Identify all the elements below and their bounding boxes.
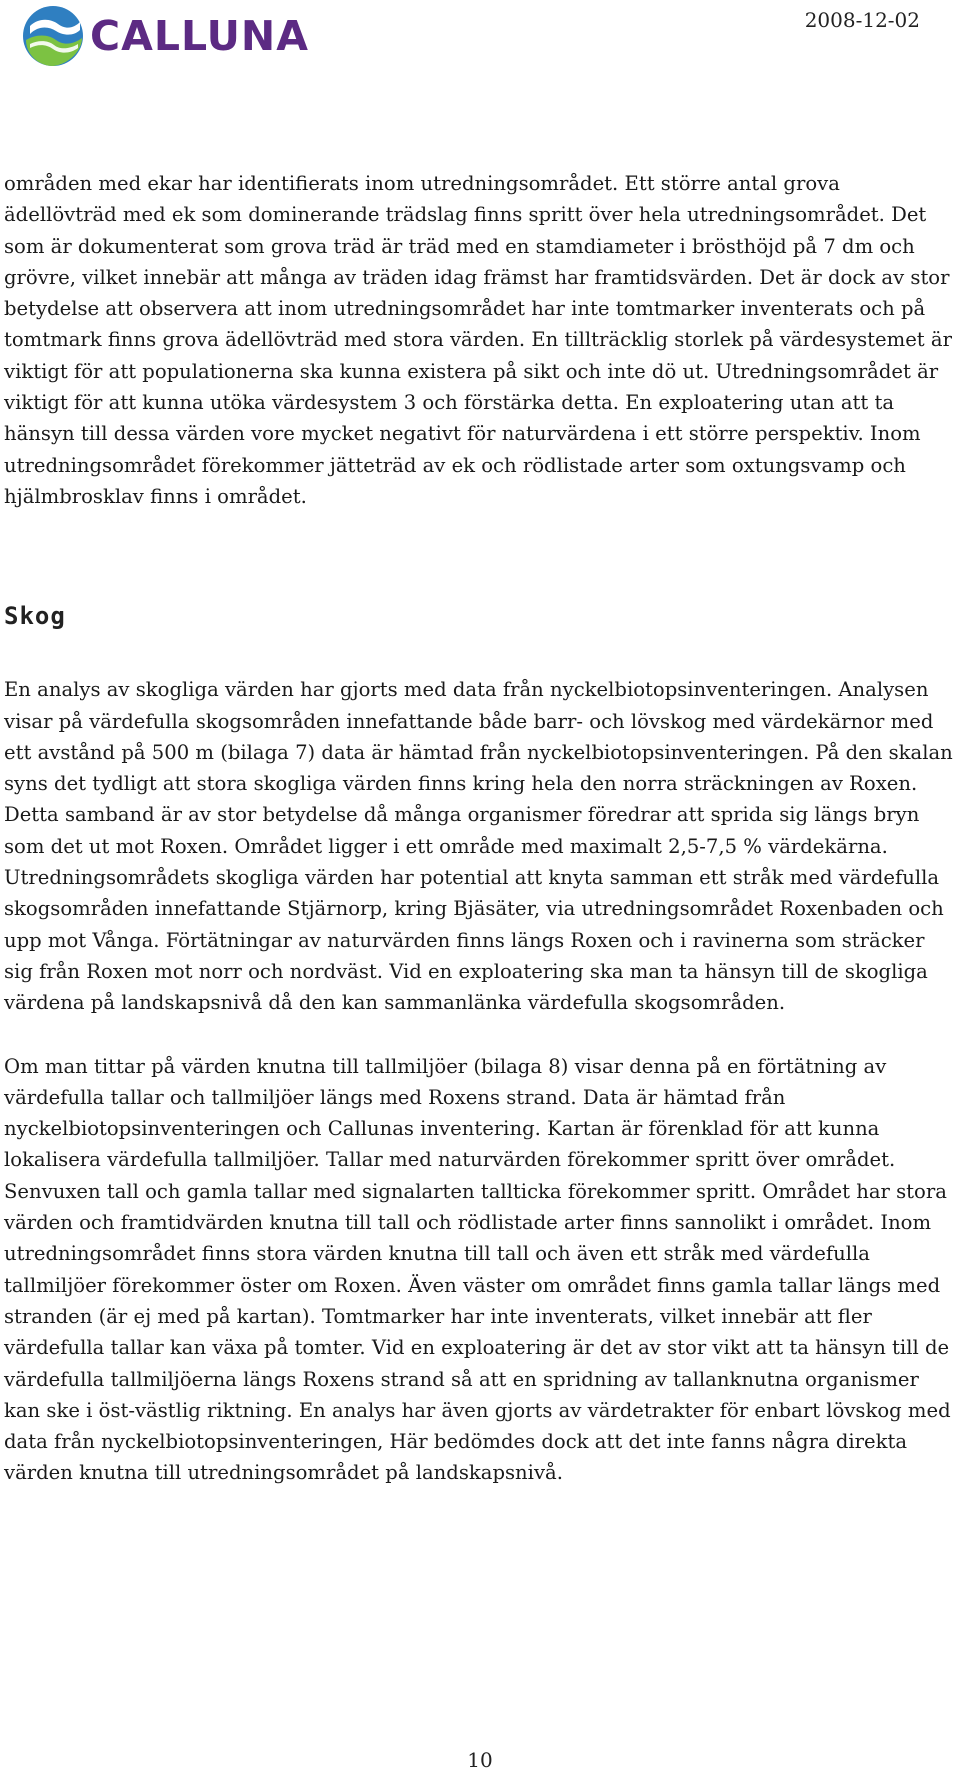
document-date: 2008-12-02 (804, 8, 920, 32)
page-number: 10 (467, 1748, 493, 1772)
calluna-logo (20, 4, 309, 68)
paragraph-tallmiljoer: Om man tittar på värden knutna till tallmiljöer (bilaga 8) visar denna på en förtätning av värdefulla tallar och tallmiljöer längs med Roxens strand. Data är hämtad från nyckelbiotopsinventeringen och Callunas inventering. Kartan är förenklad för att kunna lokalisera värdefulla tallmiljöer. Tallar med naturvärden förekommer spritt över området. Senvuxen tall och gamla tallar med signalarten tallticka förekommer spritt. Området har stora värden och framtidvärden knutna till tall och rödlistade arter finns sannolikt i området. Inom utredningsområdet finns stora värden knutna till tall och även ett stråk med värdefulla tallmiljöer förekommer öster om Roxen. Även väster om området finns gamla tallar längs med stranden (är ej med på kartan). Tomtmarker har inte inventerats, vilket innebär att fler värdefulla tallar kan växa på tomter. Vid en exploatering är det av stor vikt att ta hänsyn till de värdefulla tallmiljöerna längs Roxens strand så att en spridning av tallanknutna organismer kan ske i öst-västlig riktning. En analys har även gjorts av värdetrakter för enbart lövskog med data från nyckelbiotopsinventeringen, Här bedömdes dock att det inte fanns några direkta värden knutna till utredningsområdet på landskapsnivå. (4, 1054, 951, 1485)
document-body (4, 168, 956, 1489)
paragraph-ekar: områden med ekar har identifierats inom utredningsområdet. Ett större antal grova ädellövträd med ek som dominerande trädslag finns spritt över hela utredningsområdet. Det som är dokumenterat som grova träd är träd med en stamdiameter i brösthöjd på 7 dm och grövre, vilket innebär att många av träden idag främst har framtidsvärden. Det är dock av stor betydelse att observera att inom utredningsområdet har inte tomtmarker inventerats och på tomtmark finns grova ädellövträd med stora värden. En tillträcklig storlek på värdesystemet är viktigt för att populationerna ska kunna existera på sikt och inte dö ut. Utredningsområdet är viktigt för att kunna utöka värdesystem 3 och förstärka detta. En exploatering utan att ta hänsyn till dessa värden vore mycket negativt för naturvärdena i ett större perspektiv. Inom utredningsområdet förekommer jätteträd av ek och rödlistade arter som oxtungsvamp och hjälmbrosklav finns i området. (4, 172, 952, 508)
paragraph-skogliga-varden: En analys av skogliga värden har gjorts med data från nyckelbiotopsinventeringen. Analysen visar på värdefulla skogsområden innefattande både barr- och lövskog med värdekärnor med ett avstånd på 500 m (bilaga 7) data är hämtad från nyckelbiotopsinventeringen. På den skalan syns det tydligt att stora skogliga värden finns kring hela den norra sträckningen av Roxen. Detta samband är av stor betydelse då många organismer föredrar att sprida sig längs bryn som det ut mot Roxen. Området ligger i ett område med maximalt 2,5-7,5 % värdekärna. Utredningsområdets skogliga värden har potential att knyta samman ett stråk med värdefulla skogsområden innefattande Stjärnorp, kring Bjäsäter, via utredningsområdet Roxenbaden och upp mot Vånga. Förtätningar av naturvärden finns längs Roxen och i ravinerna som sträcker sig från Roxen mot norr och nordväst. Vid en exploatering ska man ta hänsyn till de skogliga värdena på landskapsnivå då den kan sammanlänka värdefulla skogsområden. (4, 678, 953, 1015)
section-heading-skog: Skog (4, 602, 66, 631)
page-header (0, 0, 960, 80)
logo-text: CALLUNA (90, 11, 309, 60)
calluna-logo-icon (20, 4, 86, 68)
